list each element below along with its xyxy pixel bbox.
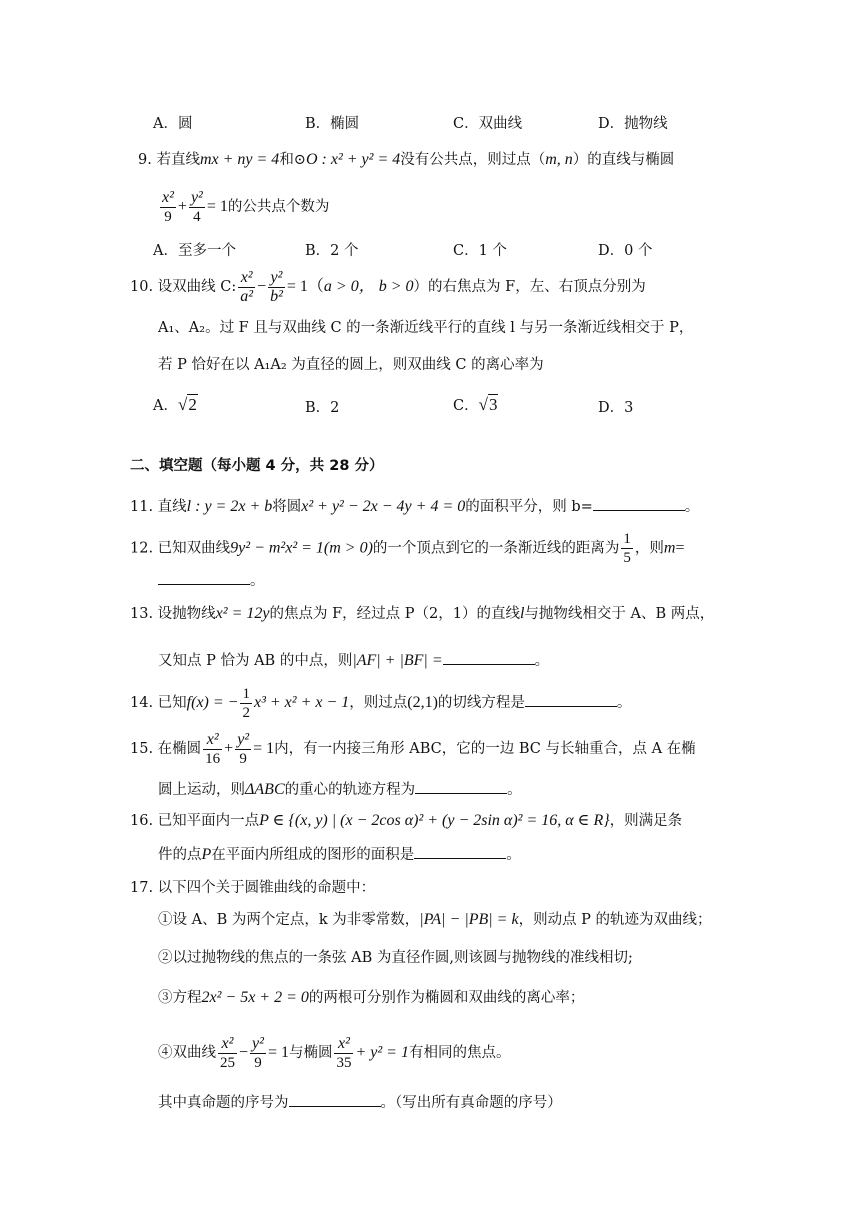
q15-line2	[158, 779, 522, 800]
q15-text: 的重心的轨迹方程为	[284, 782, 416, 798]
q17-item3	[158, 988, 584, 1008]
q9-text: ）的直线与椭圆	[572, 152, 675, 168]
q9-fraction-x	[160, 189, 176, 226]
sqrt-icon: √3	[478, 395, 498, 414]
q10-option-b: B．2	[305, 400, 340, 416]
q15-fraction-x	[203, 731, 222, 768]
q13-expression: |AF| + |BF| =	[352, 652, 443, 669]
fraction-numerator: x²	[334, 1035, 353, 1054]
q14-text: 。	[616, 695, 632, 711]
q17-quadratic: 2x² − 5x + 2 = 0	[201, 989, 309, 1006]
fraction-numerator: x²	[238, 269, 255, 288]
q13-parabola-equation: x² = 12y	[215, 605, 270, 622]
q14-text: 的切线方程是	[437, 695, 525, 711]
q9-text: 的公共点个数为	[227, 199, 330, 215]
fraction-denominator: b²	[270, 287, 283, 305]
q17-closing	[158, 1092, 562, 1113]
q11-text: 的面积平分，则 b=	[465, 499, 593, 515]
q11-line1	[130, 496, 699, 517]
fraction-denominator: 25	[220, 1054, 235, 1071]
fraction-numerator: 1	[242, 685, 250, 702]
q17-equals: = 1	[267, 1044, 289, 1061]
q16-text: 已知平面内一点	[157, 813, 260, 829]
q15-text: 在椭圆	[157, 741, 202, 757]
q15-text: 圆上运动，则	[158, 782, 245, 798]
q9-equals: = 1	[206, 198, 228, 215]
q16-text: 件的点	[158, 847, 202, 863]
q9-option-c: C．1 个	[453, 243, 507, 259]
option-label: A．	[153, 398, 178, 414]
q17-text: ④双曲线	[158, 1045, 216, 1061]
q17-vector-expression: |PA| − |PB| = k	[419, 911, 519, 928]
q17-text: 有相同的焦点。	[408, 1045, 511, 1061]
q10-line2: A₁、A₂。过 F 且与双曲线 C 的一条渐近线平行的直线 l 与另一条渐近线相交于 P，	[158, 320, 694, 336]
q14-fraction	[240, 685, 252, 722]
q9-text: 没有公共点，则过点（	[400, 152, 546, 168]
radicand: 2	[188, 395, 197, 414]
q10-fraction-x	[238, 269, 255, 306]
q12-variable: m	[663, 539, 676, 557]
q9-fraction-y	[189, 189, 205, 226]
q13-number: 13.	[130, 606, 154, 622]
q9-option-b: B．2 个	[305, 243, 359, 259]
q17-text: 的两根可分别作为椭圆和双曲线的离心率；	[308, 990, 585, 1006]
q13-line1	[130, 604, 714, 624]
fraction-denominator: 9	[239, 750, 247, 767]
q9-text: 若直线	[156, 152, 200, 168]
q11-line-equation: l : y = 2x + b	[186, 498, 273, 515]
fraction-numerator: y²	[190, 188, 203, 206]
q13-text: 设抛物线	[157, 606, 216, 622]
q16-set-expression: P ∈ {(x, y) | (x − 2cos α)² + (y − 2sin α)² = 16, α ∈ R}	[259, 812, 610, 829]
q15-number: 15.	[130, 741, 154, 757]
q12-hyperbola-equation: 9y² − m²x² = 1(m > 0)	[230, 539, 373, 557]
q11-circle-equation: x² + y² − 2x − 4y + 4 = 0	[301, 498, 466, 515]
q17-line1	[130, 878, 375, 898]
q14-point: (2,1)	[407, 694, 438, 711]
q11-text: 将圆	[272, 499, 302, 515]
q14-text: ，则过点	[349, 695, 408, 711]
fraction-numerator: 1	[623, 531, 631, 547]
sqrt-icon: √2	[177, 395, 197, 414]
q11-text: 直线	[157, 499, 187, 515]
q16-variable: P	[201, 846, 212, 863]
q8-option-b: B．椭圆	[305, 116, 360, 132]
fraction-numerator: x²	[162, 188, 174, 206]
q13-text: 。	[534, 653, 550, 669]
q12-text: 。	[250, 573, 265, 589]
q10-text: ）的右焦点为 F，左、右顶点分别为	[413, 279, 646, 295]
q14-number: 14.	[130, 695, 154, 711]
q12-fraction	[621, 530, 633, 567]
q15-triangle: ΔABC	[245, 781, 285, 798]
q15-text: 。	[507, 782, 522, 798]
q17-ellipse-tail: + y² = 1	[355, 1044, 409, 1061]
radicand: 3	[488, 395, 498, 414]
q14-line1	[130, 684, 631, 722]
answer-blank	[443, 650, 535, 665]
q9-circle-equation: O : x² + y² = 4	[305, 151, 401, 168]
q12-equals: =	[675, 539, 685, 557]
q9-number: 9.	[138, 152, 152, 168]
fraction-denominator: 9	[164, 208, 172, 225]
q14-function: f(x) = −	[186, 694, 239, 711]
q12-number: 12.	[130, 540, 154, 557]
fraction-numerator: x²	[203, 731, 222, 750]
q16-text: 在平面内所组成的图形的面积是	[211, 847, 415, 863]
q10-text: 设双曲线 C:	[157, 279, 237, 295]
q9-point: m, n	[545, 151, 573, 168]
q15-equals: = 1	[253, 740, 275, 757]
fraction-numerator: x²	[218, 1035, 237, 1054]
q14-text: 已知	[157, 695, 187, 711]
q8-option-a: A．圆	[153, 116, 193, 132]
q16-number: 16.	[130, 813, 154, 829]
fraction-denominator: 16	[205, 750, 221, 767]
q14-function-tail: x³ + x² + x − 1	[253, 694, 350, 711]
q16-text: 。	[506, 847, 521, 863]
section-title: 二、填空题（每小题 4 分，共 28 分）	[130, 458, 384, 474]
fraction-denominator: 5	[623, 550, 631, 566]
q12-line2	[158, 570, 265, 591]
fraction-numerator: y²	[237, 730, 250, 748]
fraction-denominator: a²	[240, 287, 254, 305]
q11-number: 11.	[130, 499, 154, 515]
q9-line-equation: mx + ny = 4	[199, 151, 280, 168]
q8-option-c: C．双曲线	[453, 116, 523, 132]
option-label: C．	[453, 398, 479, 414]
q16-text: ，则满足条	[609, 813, 683, 829]
q10-fraction-y	[268, 269, 285, 306]
fraction-denominator: 9	[254, 1054, 262, 1071]
q15-fraction-y	[235, 731, 251, 768]
q13-text: 又知点 P 恰为 AB 的中点，则	[158, 653, 353, 669]
q13-variable: l	[519, 605, 525, 622]
q12-text: 已知双曲线	[157, 540, 231, 557]
q9-text: 和⊙	[279, 152, 306, 168]
q17-item4: ④双曲线 $\frac{\text{x²}}{25}$ − $\frac{\text{y²}}{9}$ = 1与椭圆 $\frac{\text{x²}}{35}$ + y² = 1有相同的焦点。	[158, 1034, 511, 1071]
q15-line1: 15. 在椭圆 $\frac{\text{x²}}{16}$ + $\frac{\text{y²}}{9}$ = 1内，有一内接三角形 ABC，它的一边 BC 与长轴重合，点 A 在椭	[130, 730, 696, 767]
q10-number: 10.	[130, 279, 154, 295]
q10-condition: a > 0， b > 0	[323, 278, 414, 295]
q17-text: ①设 A、B 为两个定点，k 为非零常数，	[158, 912, 420, 928]
answer-blank	[415, 779, 507, 794]
q17-intro: 以下四个关于圆锥曲线的命题中：	[157, 880, 376, 896]
q10-equals: = 1（	[286, 278, 324, 295]
q17-fraction-3	[334, 1035, 353, 1072]
q17-fraction-2	[250, 1035, 266, 1072]
q16-line1	[130, 811, 682, 831]
q12-text: ，则	[634, 540, 664, 557]
fraction-numerator: y²	[268, 269, 285, 288]
fraction-denominator: 35	[336, 1054, 352, 1071]
q17-text: ，则动点 P 的轨迹为双曲线；	[518, 912, 712, 928]
q16-line2	[158, 844, 521, 865]
fraction-numerator: y²	[252, 1034, 264, 1052]
q9-line1	[138, 150, 674, 170]
q17-text: 其中真命题的序号为	[158, 1095, 289, 1111]
q12-text: 的一个顶点到它的一条渐近线的距离为	[372, 540, 620, 557]
q9-line2: $\frac{\text{x²}}{9}$ + $\frac{\text{y²}}{4}$ = 1的公共点个数为	[162, 188, 330, 225]
q11-text: 。	[684, 499, 700, 515]
fraction-denominator: 4	[193, 208, 201, 225]
q12-line1	[130, 530, 685, 567]
q17-text: ③方程	[158, 990, 202, 1006]
q9-option-d: D．0 个	[598, 243, 653, 259]
q13-text: 的焦点为 F，经过点 P（2，1）的直线	[269, 606, 520, 622]
answer-blank	[289, 1092, 381, 1107]
q17-text: 与椭圆	[288, 1045, 333, 1061]
q10-option-d: D．3	[598, 400, 634, 416]
q9-option-a: A．至多一个	[153, 243, 236, 259]
q17-number: 17.	[130, 880, 154, 896]
q15-text: 内，有一内接三角形 ABC，它的一边 BC 与长轴重合，点 A 在椭	[274, 741, 696, 757]
q10-option-a	[153, 394, 198, 415]
q13-line2	[158, 650, 549, 671]
answer-blank	[525, 692, 617, 707]
q10-line3: 若 P 恰好在以 A₁A₂ 为直径的圆上，则双曲线 C 的离心率为	[158, 357, 544, 373]
fraction-denominator: 2	[242, 704, 250, 721]
q10-line1: 10. 设双曲线 C: $\frac{\text{x²}}{\text{a²}}$ − $\frac{\text{y²}}{\text{b²}}$ = 1（a > 0， b > 0）的右焦点为 F，左、右顶点分别为	[130, 268, 646, 305]
q13-text: 与抛物线相交于 A、B 两点，	[524, 606, 715, 622]
q17-fraction-1	[218, 1035, 237, 1072]
q10-option-c	[453, 394, 498, 415]
answer-blank	[158, 570, 250, 585]
q17-item2: ②以过抛物线的焦点的一条弦 AB 为直径作圆,则该圆与抛物线的准线相切;	[158, 950, 633, 966]
answer-blank	[593, 496, 685, 511]
q17-item1	[158, 910, 712, 930]
q8-option-d: D．抛物线	[598, 116, 668, 132]
answer-blank	[414, 844, 506, 859]
q17-text: 。（写出所有真命题的序号）	[380, 1095, 562, 1111]
